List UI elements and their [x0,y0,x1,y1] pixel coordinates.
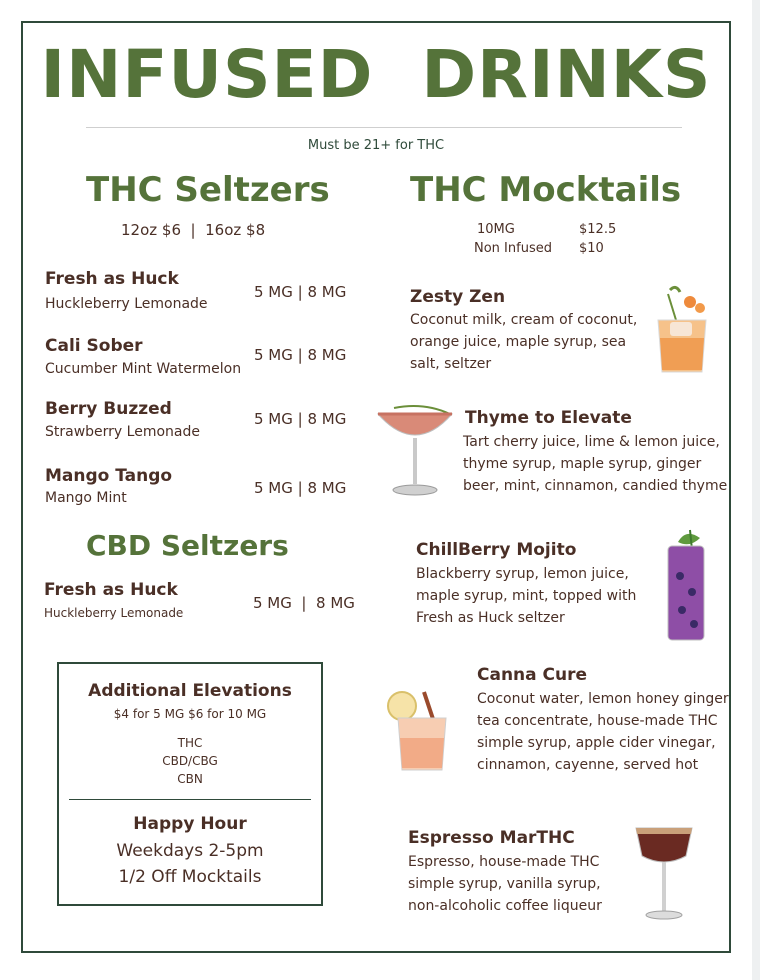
seltzer-dose: 5 MG | 8 MG [254,479,347,497]
box-divider [69,799,311,800]
elevation-option: CBD/CBG [162,754,218,768]
seltzer-name: Cali Sober [45,336,143,356]
mocktail-tier-label: 10MG [477,222,515,237]
seltzer-desc: Huckleberry Lemonade [45,296,208,312]
mocktail-name: ChillBerry Mojito [416,540,577,560]
thc-mocktails-heading: THC Mocktails [410,170,682,210]
menu-title: INFUSED DRINKS [40,36,712,113]
elevations-box [57,662,323,906]
elevation-option: CBN [177,772,203,786]
title-divider [86,127,682,128]
seltzer-desc: Cucumber Mint Watermelon [45,361,242,377]
mocktail-desc: Tart cherry juice, lime & lemon juice, thyme syrup, maple syrup, ginger beer, mint, cinnamon, candied thyme [463,434,728,494]
seltzer-dose: 5 MG | 8 MG [254,410,347,428]
seltzer-name: Fresh as Huck [45,269,179,289]
thc-seltzers-pricing: 12oz $6 | 16oz $8 [121,221,266,239]
mocktail-tier-price: $10 [579,241,604,256]
mocktail-desc: Coconut milk, cream of coconut, orange juice, maple syrup, sea salt, seltzer [410,312,638,372]
mocktail-name: Thyme to Elevate [465,408,632,428]
espresso-martini-icon [632,822,696,922]
elevation-option: THC [177,736,203,750]
hot-toddy-icon [384,688,458,774]
cbd-seltzer-desc: Huckleberry Lemonade [44,606,184,620]
thc-seltzers-heading: THC Seltzers [86,170,330,210]
seltzer-name: Mango Tango [45,466,173,486]
coupe-cocktail-icon [374,402,456,498]
elevations-heading: Additional Elevations [88,681,292,701]
mocktail-name: Espresso MarTHC [408,828,575,848]
mocktail-desc: Espresso, house-made THC simple syrup, vanilla syrup, non-alcoholic coffee liqueur [408,854,602,914]
seltzer-desc: Mango Mint [45,490,127,506]
mocktail-name: Zesty Zen [410,287,506,307]
elevations-pricing: $4 for 5 MG $6 for 10 MG [113,707,267,721]
cbd-seltzer-dose: 5 MG | 8 MG [253,594,355,612]
seltzer-dose: 5 MG | 8 MG [254,283,347,301]
age-notice: Must be 21+ for THC [307,138,445,153]
happy-hour-heading: Happy Hour [133,814,247,834]
cbd-seltzers-heading: CBD Seltzers [86,529,289,562]
berry-mojito-icon [660,526,712,644]
happy-hour-deal: 1/2 Off Mocktails [118,867,262,887]
seltzer-desc: Strawberry Lemonade [45,424,200,440]
mocktail-tier-price: $12.5 [579,222,617,237]
mocktail-desc: Coconut water, lemon honey ginger tea concentrate, house-made THC simple syrup, apple cider vinegar, cinnamon, cayenne, served hot [477,691,729,773]
happy-hour-time: Weekdays 2-5pm [116,841,264,861]
orange-cocktail-icon [650,280,714,380]
cbd-seltzer-name: Fresh as Huck [44,580,178,600]
mocktail-name: Canna Cure [477,665,588,685]
mocktail-tier-label: Non Infused [474,241,552,256]
seltzer-name: Berry Buzzed [45,399,172,419]
seltzer-dose: 5 MG | 8 MG [254,346,347,364]
mocktail-desc: Blackberry syrup, lemon juice, maple syrup, mint, topped with Fresh as Huck seltzer [416,566,637,626]
